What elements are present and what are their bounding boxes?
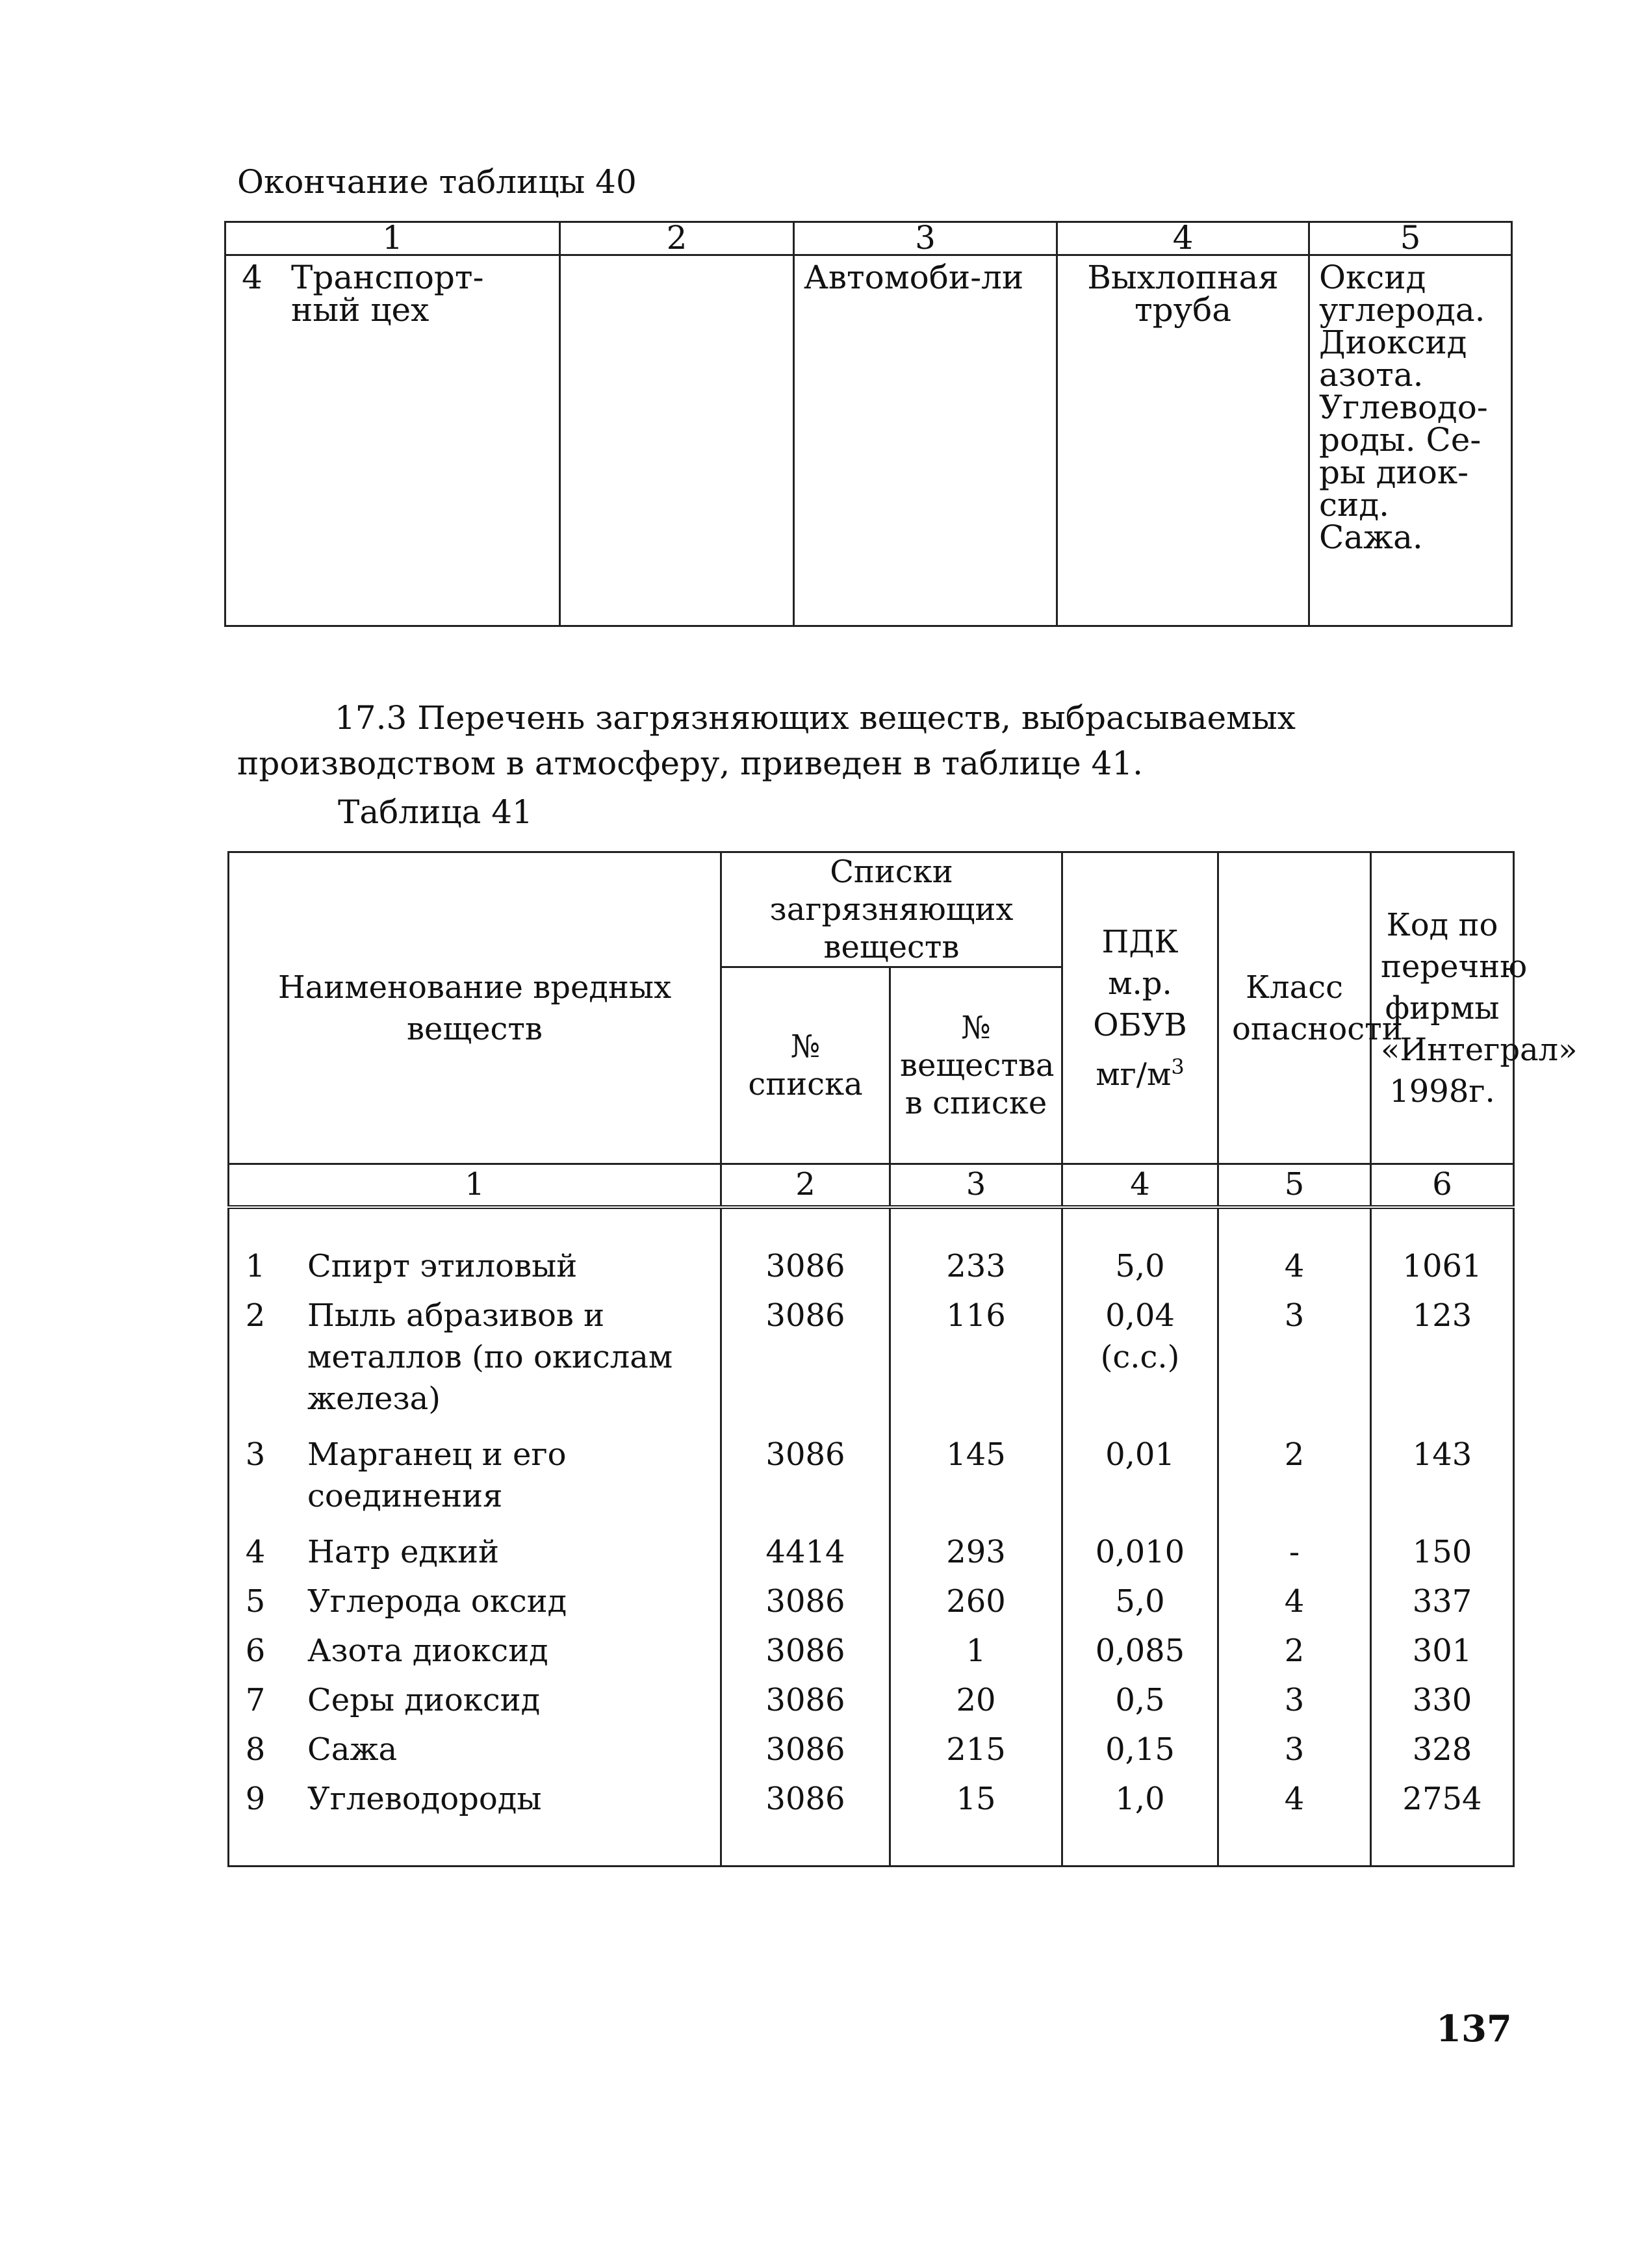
column-number: 1 (229, 1164, 721, 1208)
table41-header-row-1 (229, 852, 1514, 967)
cell-pdk: 1,0 (1062, 1770, 1218, 1820)
cell-sub: 293 (890, 1517, 1062, 1573)
cell-code: 143 (1371, 1420, 1514, 1517)
cell-list: 3086 (721, 1573, 890, 1622)
substance-name-cell (229, 1242, 721, 1287)
row-number: 3 (245, 1436, 266, 1473)
header-substance-number: № вещества в списке (890, 967, 1062, 1164)
header-pdk (1062, 852, 1218, 1164)
cell-sub: 15 (890, 1770, 1062, 1820)
source-text: Автомоби-ли (804, 259, 1024, 296)
column-number: 3 (890, 1164, 1062, 1208)
row-number: 2 (245, 1297, 266, 1334)
table40-header-cell: 1 (225, 222, 560, 255)
table41-body (229, 1207, 1514, 1867)
table-40 (224, 221, 1513, 627)
column-number: 2 (721, 1164, 890, 1208)
header-pollutant-lists: Списки загрязняющих веществ (721, 852, 1062, 967)
table40-row (225, 255, 1512, 626)
page-number: 137 (1436, 2007, 1512, 2050)
header-substance-name: Наименование вредных веществ (229, 852, 721, 1164)
cell-cls: 3 (1218, 1721, 1371, 1770)
column-number: 4 (1062, 1164, 1218, 1208)
cell-pdk: 5,0 (1062, 1573, 1218, 1622)
cell-cls: 4 (1218, 1770, 1371, 1820)
cell-sub: 145 (890, 1420, 1062, 1517)
cell-code: 2754 (1371, 1770, 1514, 1820)
substance-name: Углерода оксид (307, 1583, 567, 1620)
table40-header-cell: 2 (560, 222, 794, 255)
cell-list: 3086 (721, 1420, 890, 1517)
substance-name: Серы диоксид (307, 1682, 541, 1718)
table40-header-cell: 4 (1057, 222, 1309, 255)
substance-name-cell (229, 1721, 721, 1770)
table40-header-row (225, 222, 1512, 255)
cell-code: 1061 (1371, 1242, 1514, 1287)
column-number: 6 (1371, 1164, 1514, 1208)
substance-name: Натр едкий (307, 1534, 499, 1570)
cell-pdk: 0,010 (1062, 1517, 1218, 1573)
cell-sub: 260 (890, 1573, 1062, 1622)
cell-cls: - (1218, 1517, 1371, 1573)
table-row (229, 1573, 1514, 1622)
row-number: 4 (245, 1534, 266, 1570)
column-number: 5 (1218, 1164, 1371, 1208)
substance-name-cell (229, 1420, 721, 1517)
cell-list: 3086 (721, 1770, 890, 1820)
cell-cls: 2 (1218, 1622, 1371, 1672)
table-row (229, 1517, 1514, 1573)
pdk-label: ПДК м.р. ОБУВ мг/м (1093, 923, 1187, 1093)
table40-cell-4 (1057, 255, 1309, 626)
substances-text: Оксид углерода. Диоксид азота. Углеводо-роды. Се-ры диок-сид. Сажа. (1319, 259, 1488, 556)
cell-list: 4414 (721, 1517, 890, 1573)
cell-cls: 2 (1218, 1420, 1371, 1517)
header-list-number: № списка (721, 967, 890, 1164)
cell-sub: 20 (890, 1672, 1062, 1721)
table41-spacer-row (229, 1207, 1514, 1242)
cell-sub: 215 (890, 1721, 1062, 1770)
table41-end-row (229, 1820, 1514, 1867)
cell-code: 337 (1371, 1573, 1514, 1622)
row-number: 8 (245, 1731, 266, 1768)
cell-sub: 1 (890, 1622, 1062, 1672)
cell-list: 3086 (721, 1672, 890, 1721)
cell-code: 328 (1371, 1721, 1514, 1770)
cell-sub: 233 (890, 1242, 1062, 1287)
cell-list: 3086 (721, 1622, 890, 1672)
cell-cls: 4 (1218, 1242, 1371, 1287)
cell-pdk: 0,04 (с.с.) (1062, 1287, 1218, 1420)
table40-header-cell: 3 (794, 222, 1057, 255)
substance-name: Сажа (307, 1731, 398, 1768)
row-number: 4 (242, 259, 263, 296)
cell-code: 123 (1371, 1287, 1514, 1420)
table-row (229, 1287, 1514, 1420)
row-number: 7 (245, 1682, 266, 1718)
cell-cls: 4 (1218, 1573, 1371, 1622)
cell-pdk: 0,15 (1062, 1721, 1218, 1770)
table-row (229, 1721, 1514, 1770)
emission-point-text: Выхлопная труба (1087, 259, 1279, 329)
substance-name-cell (229, 1573, 721, 1622)
table40-cell-5 (1309, 255, 1512, 626)
cell-pdk: 5,0 (1062, 1242, 1218, 1287)
table-41 (227, 851, 1578, 1867)
substance-name-cell (229, 1622, 721, 1672)
table-row (229, 1770, 1514, 1820)
substance-name: Спирт этиловый (307, 1248, 578, 1284)
substance-name-cell (229, 1770, 721, 1820)
cell-pdk: 0,01 (1062, 1420, 1218, 1517)
table-row (229, 1622, 1514, 1672)
cell-list: 3086 (721, 1721, 890, 1770)
substance-name: Азота диоксид (307, 1633, 548, 1669)
cell-list: 3086 (721, 1242, 890, 1287)
row-number: 6 (245, 1633, 266, 1669)
table-row (229, 1420, 1514, 1517)
row-number: 9 (245, 1781, 266, 1817)
cell-pdk: 0,5 (1062, 1672, 1218, 1721)
cell-cls: 3 (1218, 1672, 1371, 1721)
table40-cell-name (225, 255, 560, 626)
substance-name: Пыль абразивов и металлов (по окислам железа) (307, 1297, 673, 1417)
table-row (229, 1242, 1514, 1287)
paragraph-17-3: 17.3 Перечень загрязняющих веществ, выбрасываемых производством в атмосферу, приведен в таблице 41. (237, 699, 1296, 782)
table41-column-numbers (229, 1164, 1514, 1208)
substance-name-cell (229, 1672, 721, 1721)
table41-caption: Таблица 41 (338, 793, 533, 831)
cell-list: 3086 (721, 1287, 890, 1420)
header-code: Код по перечню фирмы «Интеграл» 1998г. (1371, 852, 1514, 1164)
substance-name-cell (229, 1517, 721, 1573)
cell-cls: 3 (1218, 1287, 1371, 1420)
pdk-superscript: 3 (1171, 1054, 1185, 1079)
cell-sub: 116 (890, 1287, 1062, 1420)
table40-cell-2 (560, 255, 794, 626)
substance-name: Марганец и его соединения (307, 1436, 567, 1514)
table40-caption: Окончание таблицы 40 (237, 163, 637, 201)
table40-header-cell: 5 (1309, 222, 1512, 255)
row-name: Транспорт-ный цех (291, 259, 484, 329)
cell-code: 150 (1371, 1517, 1514, 1573)
substance-name: Углеводороды (307, 1781, 542, 1817)
header-hazard-class: Класс опасности (1218, 852, 1371, 1164)
substance-name-cell (229, 1287, 721, 1420)
row-number: 1 (245, 1248, 266, 1284)
row-number: 5 (245, 1583, 266, 1620)
cell-code: 330 (1371, 1672, 1514, 1721)
table40-cell-3 (794, 255, 1057, 626)
cell-pdk: 0,085 (1062, 1622, 1218, 1672)
cell-code: 301 (1371, 1622, 1514, 1672)
table-row (229, 1672, 1514, 1721)
